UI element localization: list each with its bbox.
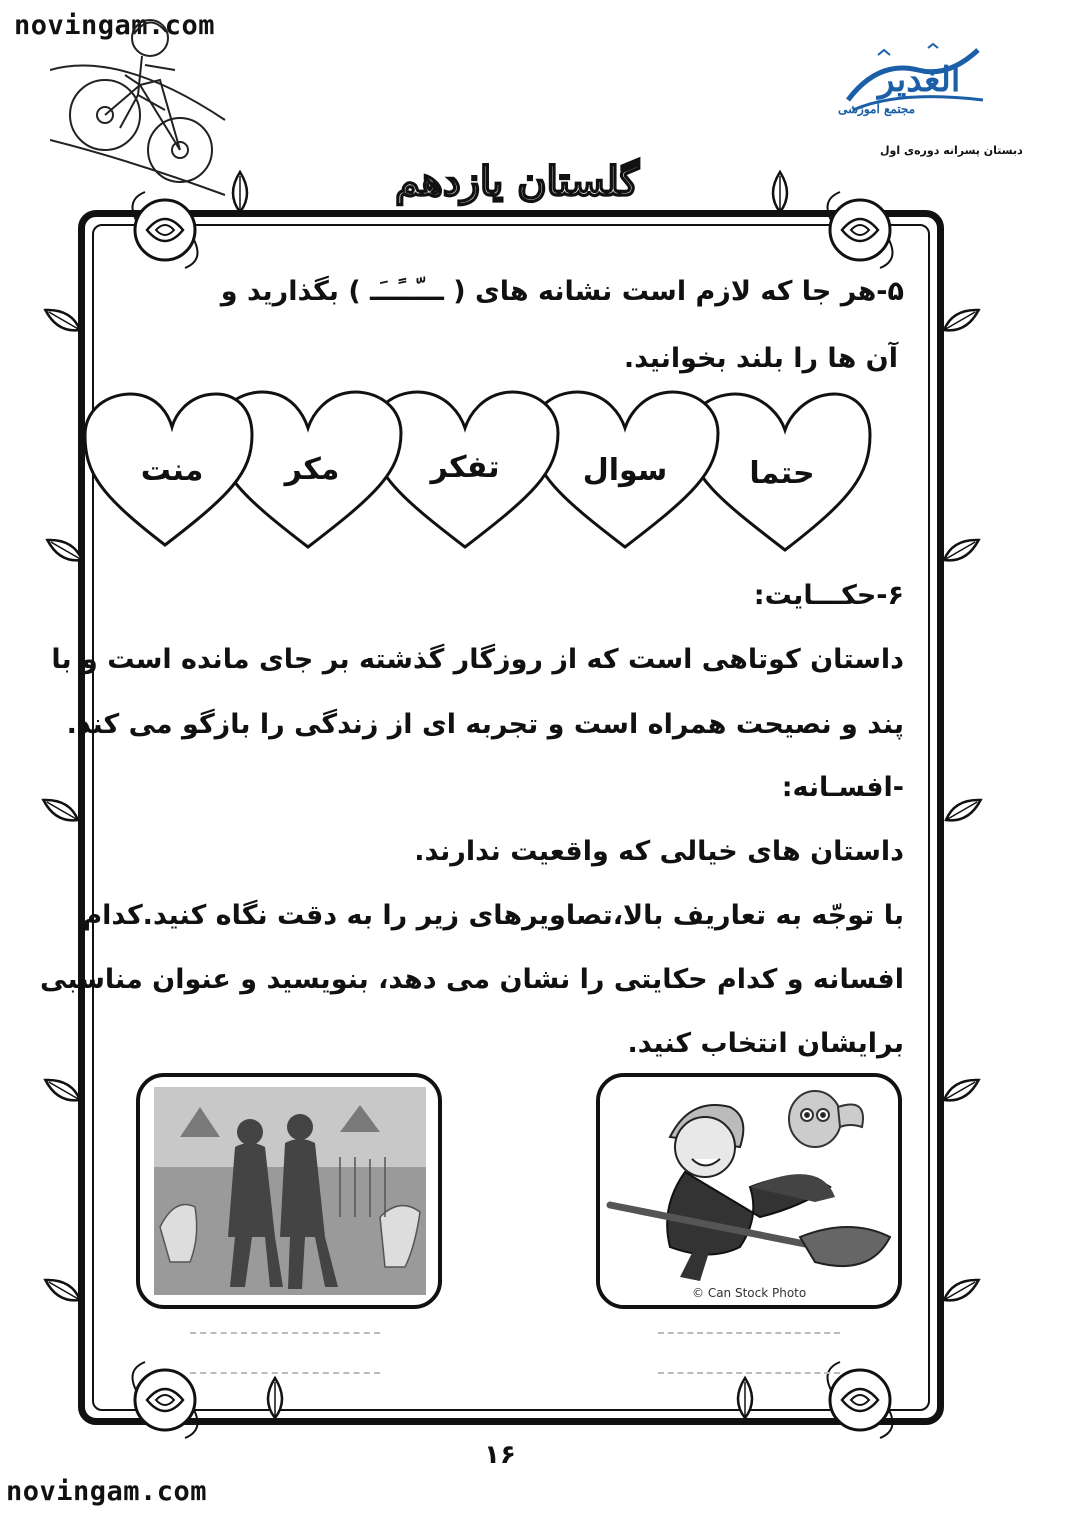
- answer-line-left-1[interactable]: [190, 1332, 380, 1334]
- logo-tagline: مجتمع آموزشی: [838, 102, 916, 116]
- heart-word-1: حتما: [749, 456, 815, 491]
- broom-boy-image-box: [596, 1073, 902, 1309]
- q6-heading2: -افسـانه:: [781, 772, 904, 803]
- image-credit: © Can Stock Photo: [692, 1286, 807, 1300]
- watermark-bottom: novingam.com: [6, 1476, 208, 1507]
- watermark-top: novingam.com: [14, 10, 216, 41]
- q5-line1: ۵-هر جا که لازم است نشانه های ( ـــّــًــَـ ) بگذارید و: [220, 276, 904, 307]
- q6-heading: ۶-حکـــایت:: [753, 580, 904, 611]
- heart-word-4: مکر: [284, 452, 340, 487]
- heart-word-3: تفکر: [430, 450, 500, 485]
- q6-def2: داستان های خیالی که واقعیت ندارند.: [414, 836, 904, 867]
- answer-line-right-2[interactable]: [658, 1372, 840, 1374]
- page-title: گلستان یازدهم: [395, 158, 639, 205]
- q6-def1-line1: داستان کوتاهی است که از روزگار گذشته بر جای مانده است و با: [51, 644, 904, 675]
- logo-subtitle: دبستان پسرانه دوره‌ی اول: [880, 144, 1023, 157]
- q6-instruction-line2: افسانه و کدام حکایتی را نشان می دهد، بنویسید و عنوان مناسبی: [40, 964, 904, 995]
- heart-word-2: سوال: [582, 453, 668, 488]
- hearts-row: [80, 385, 880, 560]
- heart-word-5: منت: [140, 453, 204, 488]
- logo-name: الغدیر: [878, 60, 961, 100]
- page-number: ۱۶: [484, 1440, 516, 1470]
- battle-scene-image: [140, 1077, 438, 1305]
- q6-def1-line2: پند و نصیحت همراه است و تجربه ای از زندگی را بازگو می کند.: [66, 709, 904, 740]
- q6-instruction-line1: با توجّه به تعاریف بالا،تصاویرهای زیر را به دقت نگاه کنید.کدام: [82, 900, 904, 931]
- broom-boy-image: [600, 1077, 898, 1305]
- q6-instruction-line3: برایشان انتخاب کنید.: [627, 1028, 904, 1059]
- q5-line2: آن ها را بلند بخوانید.: [623, 343, 898, 374]
- answer-line-left-2[interactable]: [190, 1372, 380, 1374]
- answer-line-right-1[interactable]: [658, 1332, 840, 1334]
- battle-scene-image-box: [136, 1073, 442, 1309]
